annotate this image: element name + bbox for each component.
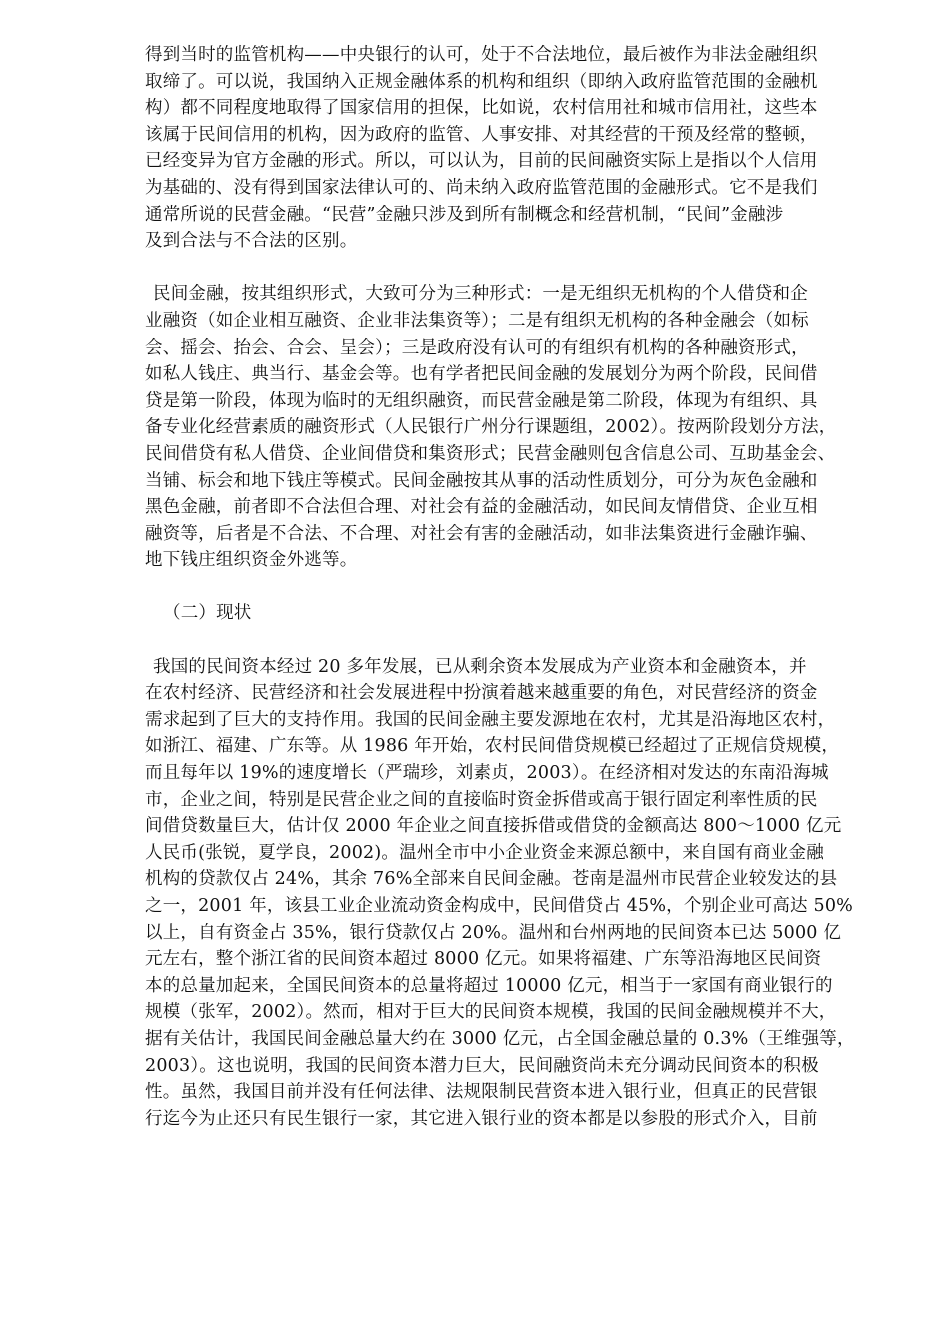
text-line: 通常所说的民营金融。“民营”金融只涉及到所有制概念和经营机制，“民间”金融涉 (145, 204, 784, 225)
paragraph-2 (145, 281, 885, 574)
paragraph-1 (145, 42, 885, 255)
document-page (145, 42, 885, 1132)
text-line: 间借贷数量巨大，估计仅 2000 年企业之间直接拆借或借贷的金额高达 800～1000 亿元 (145, 816, 842, 837)
text-line: 据有关估计，我国民间金融总量大约在 3000 亿元，占全国金融总量的 0.3%（王维强等， (145, 1028, 855, 1049)
text-line: 融资等，后者是不合法、不合理、对社会有害的金融活动，如非法集资进行金融诈骗、 (145, 523, 818, 544)
paragraph-3 (145, 654, 885, 1133)
text-line: 本的总量加起来，全国民间资本的总量将超过 10000 亿元，相当于一家国有商业银行的 (145, 975, 833, 996)
text-line: 人民币(张锐，夏学良，2002)。温州全市中小企业资金来源总额中，来自国有商业金融 (145, 842, 824, 863)
text-line: 之一，2001 年，该县工业企业流动资金构成中，民间借贷占 45%，个别企业可高达 50% (145, 896, 854, 916)
paragraph-spacer (145, 574, 885, 601)
text-line: 2003）。这也说明，我国的民间资本潜力巨大，民间融资尚未充分调动民间资本的积极 (145, 1055, 819, 1076)
text-line: 业融资（如企业相互融资、企业非法集资等）；二是有组织无机构的各种金融会（如标 (145, 310, 809, 331)
text-line: 为基础的、没有得到国家法律认可的、尚未纳入政府监管范围的金融形式。它不是我们 (145, 177, 818, 198)
text-line: 取缔了。可以说，我国纳入正规金融体系的机构和组织（即纳入政府监管范围的金融机 (145, 71, 818, 92)
text-line: 民间借贷有私人借贷、企业间借贷和集资形式；民营金融则包含信息公司、互助基金会、 (145, 443, 836, 464)
paragraph-spacer (145, 627, 885, 654)
text-line: 规模（张军，2002）。然而，相对于巨大的民间资本规模，我国的民间金融规模并不大， (145, 1002, 837, 1023)
section-heading: （二）现状 (163, 603, 252, 624)
text-line: 地下钱庄组织资金外逃等。 (145, 550, 358, 571)
text-line: 行迄今为止还只有民生银行一家，其它进入银行业的资本都是以参股的形式介入，目前 (145, 1108, 818, 1129)
text-line: 性。虽然，我国目前并没有任何法律、法规限制民营资本进入银行业，但真正的民营银 (145, 1082, 818, 1103)
paragraph-spacer (145, 255, 885, 282)
text-line: 备专业化经营素质的融资形式（人民银行广州分行课题组，2002）。按两阶段划分方法， (145, 417, 837, 438)
text-line: 在农村经济、民营经济和社会发展进程中扮演着越来越重要的角色，对民营经济的资金 (145, 683, 818, 704)
text-line: 如私人钱庄、典当行、基金会等。也有学者把民间金融的发展划分为两个阶段，民间借 (145, 364, 818, 385)
text-line: 我国的民间资本经过 20 多年发展，已从剩余资本发展成为产业资本和金融资本，并 (153, 656, 807, 677)
text-line: 该属于民间信用的机构，因为政府的监管、人事安排、对其经营的干预及经常的整顿， (145, 124, 818, 145)
text-line: 而且每年以 19%的速度增长（严瑞珍，刘素贞，2003）。在经济相对发达的东南沿海城 (145, 763, 829, 784)
text-line: 构）都不同程度地取得了国家信用的担保，比如说，农村信用社和城市信用社，这些本 (145, 98, 818, 119)
text-line: 及到合法与不合法的区别。 (145, 231, 358, 252)
text-line: 市，企业之间，特别是民营企业之间的直接临时资金拆借或高于银行固定利率性质的民 (145, 789, 818, 810)
text-line: 机构的贷款仅占 24%，其余 76%全部来自民间金融。苍南是温州市民营企业较发达的县 (145, 869, 838, 890)
text-line: 需求起到了巨大的支持作用。我国的民间金融主要发源地在农村，尤其是沿海地区农村， (145, 709, 836, 730)
text-line: 黑色金融，前者即不合法但合理、对社会有益的金融活动，如民间友情借贷、企业互相 (145, 497, 818, 518)
text-line: 如浙江、福建、广东等。从 1986 年开始，农村民间借贷规模已经超过了正规信贷规模， (145, 736, 840, 757)
text-line: 元左右，整个浙江省的民间资本超过 8000 亿元。如果将福建、广东等沿海地区民间资 (145, 949, 822, 970)
text-line: 民间金融，按其组织形式，大致可分为三种形式：一是无组织无机构的个人借贷和企 (153, 284, 808, 305)
text-line: 贷是第一阶段，体现为临时的无组织融资，而民营金融是第二阶段，体现为有组织、具 (145, 390, 818, 411)
text-line: 以上，自有资金占 35%，银行贷款仅占 20%。温州和台州两地的民间资本已达 5000 亿 (145, 922, 842, 943)
text-line: 得到当时的监管机构——中央银行的认可，处于不合法地位，最后被作为非法金融组织 (145, 45, 818, 65)
text-line: 当铺、标会和地下钱庄等模式。民间金融按其从事的活动性质划分，可分为灰色金融和 (145, 470, 818, 491)
text-line: 已经变异为官方金融的形式。所以，可以认为，目前的民间融资实际上是指以个人信用 (145, 151, 818, 172)
text-line: 会、摇会、抬会、合会、呈会）；三是政府没有认可的有组织有机构的各种融资形式， (145, 337, 809, 358)
